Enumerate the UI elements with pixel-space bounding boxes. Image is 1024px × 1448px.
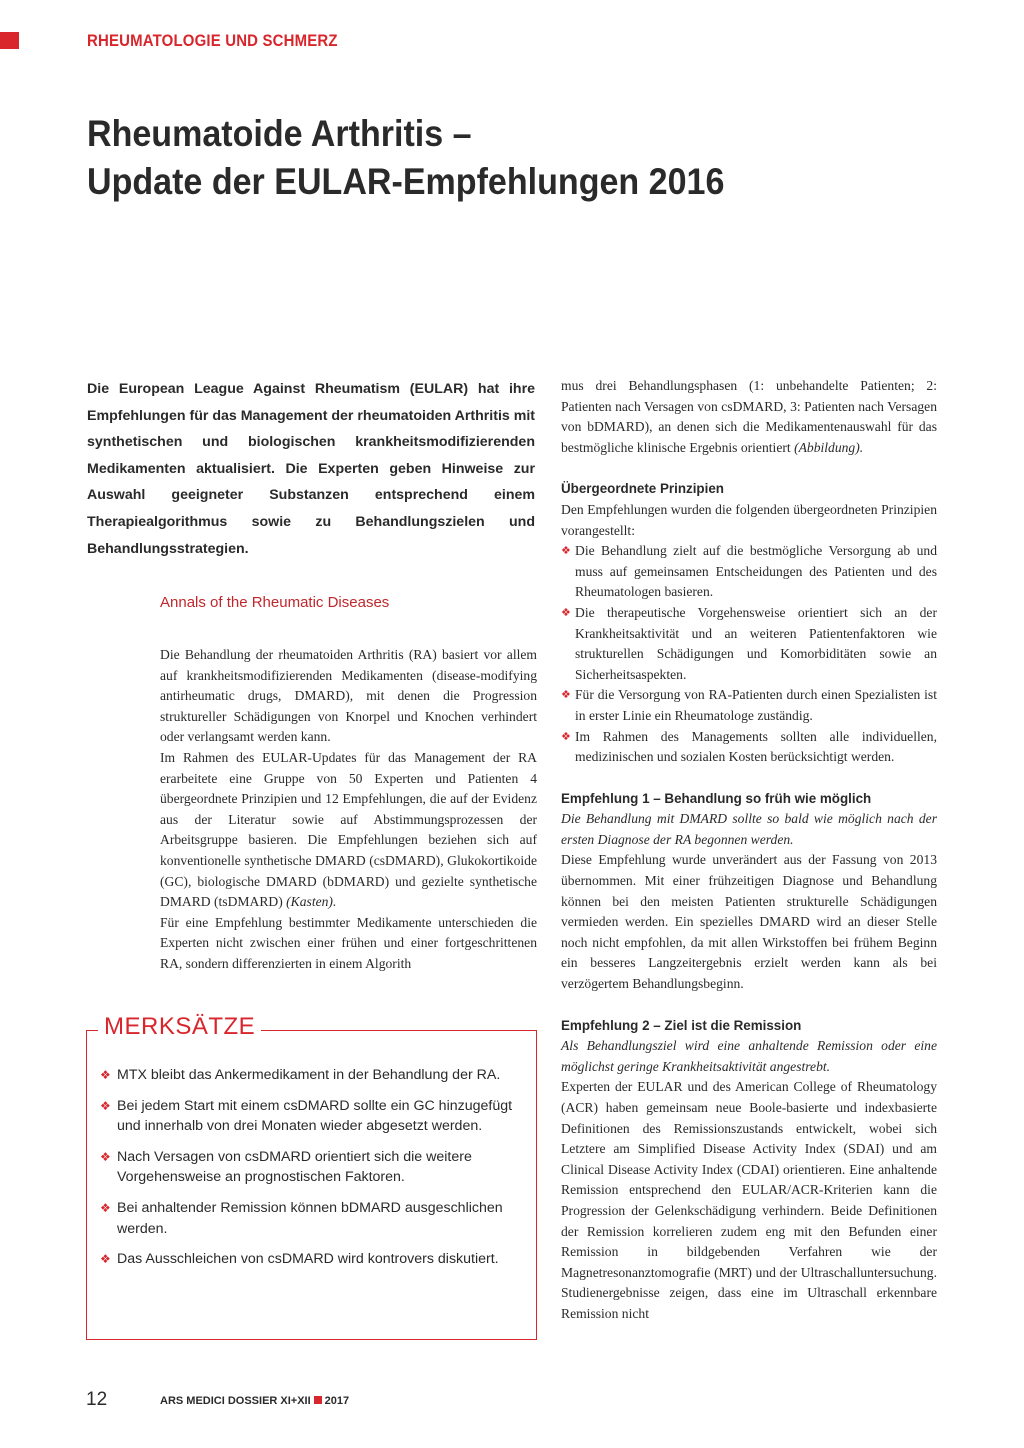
key-point xyxy=(100,1147,530,1188)
key-point xyxy=(100,1065,530,1086)
footer-separator xyxy=(314,1396,322,1404)
key-point xyxy=(100,1096,530,1137)
box-reference: (Kasten). xyxy=(286,894,337,910)
key-points-heading: MERKSÄTZE xyxy=(98,1012,261,1042)
principles-list xyxy=(561,541,937,768)
paragraph: Diese Empfehlung wurde unverändert aus der Fassung von 2013 übernommen. Mit einer frühzeitigen Diagnose und Behandlung können bei den meisten Patienten strukturelle Schädigungen vermieden werden. Ein spezielles DMARD wird an dieser Stelle noch nicht empfohlen, da mit allen Wirkstoffen bei frühem Beginn ein besseres Langzeitergebnis erzielt werden kann als bei verzögertem Behandlungsbeginn. xyxy=(561,852,937,992)
key-point-text: MTX bleibt das Ankermedikament in der Behandlung der RA. xyxy=(117,1067,501,1083)
recommendation-statement xyxy=(561,809,937,850)
diamond-bullet-icon: ❖ xyxy=(100,1252,111,1267)
column-right xyxy=(561,376,937,1325)
paragraph: Experten der EULAR und des American College of Rheumatology (ACR) haben gemeinsam neue Boole-basierte und indexbasierte Definitionen des Remissionszustands entwickelt, wobei sich Letztere am Simplified Disease Activity Index (SDAI) und am Clinical Disease Activity Index (CDAI) orientieren. Eine anhaltende Remission entsprechend den EULAR/ACR-Kriterien kann die Progression der Gelenkschädigung verhindern. Beide Definitionen der Remission korrelieren zudem eng mit den Befunden einer Remission in bildgebenden Verfahren wie der Magnetresonanztomografie (MRT) und der Ultraschalluntersuchung. Studienergebnisse zeigen, dass eine im Ultraschall erkennbare Remission nicht xyxy=(561,1079,937,1321)
diamond-bullet-icon: ❖ xyxy=(100,1149,111,1164)
recommendation-text: Die Behandlung mit DMARD sollte so bald wie möglich nach der ersten Diagnose der RA begonnen werden. xyxy=(561,811,937,847)
list-item-text: Die Behandlung zielt auf die bestmögliche Versorgung ab und muss auf gemeinsamen Entscheidungen des Patienten und des Rheumatologen basieren. xyxy=(575,543,937,600)
diamond-bullet-icon: ❖ xyxy=(561,729,571,743)
key-point-text: Nach Versagen von csDMARD orientiert sich die weitere Vorgehensweise an prognostischen Faktoren. xyxy=(117,1148,472,1186)
list-item xyxy=(561,541,937,603)
list-item xyxy=(561,727,937,768)
paragraph: Den Empfehlungen wurden die folgenden übergeordneten Prinzipien vorangestellt: xyxy=(561,501,937,538)
paragraph xyxy=(160,748,537,913)
article-lead: Die European League Against Rheumatism (EULAR) hat ihre Empfehlungen für das Management der rheumatoiden Arthritis mit synthetischen und biologischen krankheitsmodifizierenden Medikamenten aktualisiert. Die Experten geben Hinweise zur Auswahl geeigneter Substanzen entsprechend einem Therapiealgorithmus sowie zu Behandlungszielen und Behandlungsstrategien. xyxy=(87,381,536,557)
key-point-text: Bei jedem Start mit einem csDMARD sollte ein GC hinzugefügt und innerhalb von drei Monaten wieder abgesetzt werden. xyxy=(117,1097,513,1135)
title-line-2: Update der EULAR-Empfehlungen 2016 xyxy=(87,161,725,202)
list-item-text: Im Rahmen des Managements sollten alle individuellen, medizinischen und sozialen Kosten berücksichtigt werden. xyxy=(575,728,937,765)
list-item xyxy=(561,603,937,685)
key-point-text: Bei anhaltender Remission können bDMARD ausgeschlichen werden. xyxy=(117,1199,503,1237)
subheading: Empfehlung 2 – Ziel ist die Remission xyxy=(561,1017,802,1033)
subheading: Übergeordnete Prinzipien xyxy=(561,481,724,497)
key-point xyxy=(100,1249,530,1270)
source-reference: Annals of the Rheumatic Diseases xyxy=(160,594,390,611)
key-points-list xyxy=(100,1065,530,1280)
diamond-bullet-icon: ❖ xyxy=(100,1068,111,1082)
recommendation-text: Als Behandlungsziel wird eine anhaltende Remission oder eine möglichst geringe Krankheitsaktivität angestrebt. xyxy=(561,1038,937,1074)
paragraph-text: Im Rahmen des EULAR-Updates für das Management der RA erarbeitete eine Gruppe von 50 Experten und Patienten 4 übergeordnete Prinzipien und 12 Empfehlungen, die auf der Evidenz aus der Literatur sowie auf Abstimmungsprozessen der Arbeitsgruppe basieren. Die Empfehlungen beziehen sich auf konventionelle synthetische DMARD (csDMARD), Glukokortikoide (GC), biologische DMARD (bDMARD) und gezielte synthetische DMARD (tsDMARD) xyxy=(160,749,537,910)
list-item-text: Die therapeutische Vorgehensweise orientiert sich an der Krankheitsaktivität und an weiteren Patientenfaktoren wie strukturellen Schädigungen und Komorbiditäten sowie an Sicherheitsaspekten. xyxy=(575,604,937,682)
subheading: Empfehlung 1 – Behandlung so früh wie möglich xyxy=(561,790,872,806)
key-point-text: Das Ausschleichen von csDMARD wird kontrovers diskutiert. xyxy=(117,1251,499,1268)
title-line-1: Rheumatoide Arthritis – xyxy=(87,113,472,154)
figure-reference: (Abbildung). xyxy=(794,439,864,455)
paragraph xyxy=(561,376,937,458)
list-item xyxy=(561,685,937,726)
article-title xyxy=(87,110,897,206)
page-number: 12 xyxy=(86,1389,108,1410)
publication-year: 2017 xyxy=(324,1395,350,1407)
paragraph-text: mus drei Behandlungsphasen (1: unbehandelte Patienten; 2: Patienten nach Versagen von csDMARD, 3: Patienten nach Versagen von bDMARD), an denen sich die Medikamentenauswahl für das bestmögliche klinische Ergebnis orientiert xyxy=(561,378,937,455)
recommendation-statement xyxy=(561,1036,937,1077)
list-item-text: Für die Versorgung von RA-Patienten durch einen Spezialisten ist in erster Linie ein Rheumatologe zuständig. xyxy=(575,687,937,723)
diamond-bullet-icon: ❖ xyxy=(100,1098,111,1113)
paragraph: Für eine Empfehlung bestimmter Medikamente unterschieden die Experten nicht zwischen einer frühen und einer fortgeschrittenen RA, sondern differenzierten in einem Algorith xyxy=(160,914,537,971)
publication-name: ARS MEDICI DOSSIER XI+XII xyxy=(160,1395,311,1407)
key-point xyxy=(100,1198,530,1239)
section-label: RHEUMATOLOGIE UND SCHMERZ xyxy=(87,31,338,50)
diamond-bullet-icon: ❖ xyxy=(100,1200,111,1215)
diamond-bullet-icon: ❖ xyxy=(561,605,571,619)
column-left xyxy=(160,645,537,975)
footer-publication xyxy=(160,1393,349,1409)
diamond-bullet-icon: ❖ xyxy=(561,544,571,558)
diamond-bullet-icon: ❖ xyxy=(561,688,571,702)
paragraph: Die Behandlung der rheumatoiden Arthritis (RA) basiert vor allem auf krankheitsmodifizierenden Medikamenten (disease-modifying antirheumatic drugs, DMARD), mit denen die Progression struktureller Schädigungen von Knorpel und Knochen verhindert oder verlangsamt werden kann. xyxy=(160,647,537,745)
section-marker xyxy=(0,32,19,49)
